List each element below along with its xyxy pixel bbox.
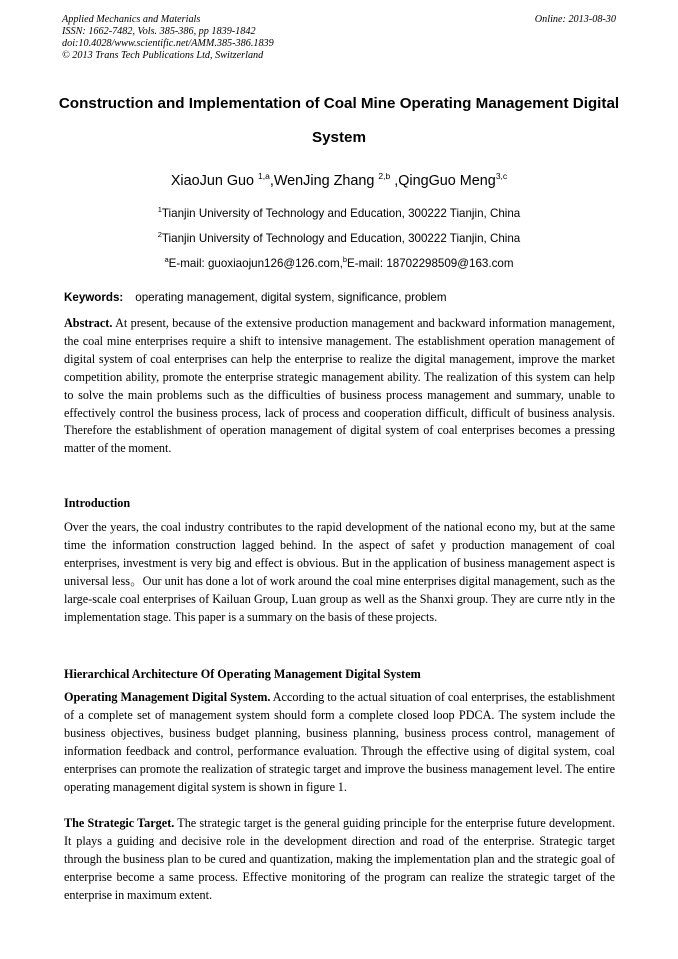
paragraph-label: Operating Management Digital System. <box>64 690 271 704</box>
author-superscript: 2,b <box>378 171 391 181</box>
journal-info <box>62 14 616 62</box>
author-name: XiaoJun Guo <box>170 172 259 189</box>
author-name: ,WenJing Zhang <box>269 172 379 189</box>
author-superscript: 3,c <box>495 171 508 181</box>
journal-name: Applied Mechanics and Materials <box>62 14 201 25</box>
issn-line: ISSN: 1662-7482, Vols. 385-386, pp 1839-1842 <box>62 26 256 37</box>
strategic-target-paragraph <box>64 815 615 905</box>
email-b: E-mail: 18702298509@163.com <box>347 256 514 270</box>
operating-system-paragraph <box>64 689 615 796</box>
keywords-line <box>64 290 616 306</box>
email-superscript: a <box>164 255 169 264</box>
affiliation-superscript: 2 <box>157 230 162 239</box>
paragraph-text: According to the actual situation of coal enterprises, the establishment of a complete set of management system should form a complete closed loop PDCA. The system include the business objectives, business budget planning, business planning, business process control, management of information feedback and control, performance evaluation. Through the effective using of digital system, coal enterprises can promote the realization of strategic target and improve the business management level. The entire operating management digital system is shown in figure 1. <box>64 690 615 794</box>
abstract-label: Abstract. <box>64 316 113 330</box>
email-a: E-mail: guoxiaojun126@126.com, <box>168 256 343 270</box>
affiliation-text: Tianjin University of Technology and Education, 300222 Tianjin, China <box>161 231 521 245</box>
keywords-label: Keywords: <box>64 291 124 304</box>
section-heading: Hierarchical Architecture Of Operating Management Digital System <box>64 667 421 681</box>
online-date: Online: 2013-08-30 <box>534 14 616 25</box>
author-superscript: 1,a <box>258 171 270 181</box>
affiliation-text: Tianjin University of Technology and Education, 300222 Tianjin, China <box>161 206 521 220</box>
introduction-heading: Introduction <box>64 496 131 510</box>
abstract-text: At present, because of the extensive production management and backward information management, the coal mine enterprises require a shift to intensive management. The establishment operation management of digital system of coal enterprises can help the enterprise to realize the digital management, improve the market competition ability, promote the enterprise strategic management ability. The realization of this system can help to solve the main problems such as the difficulties of business process management and summary, unable to effectively control the business process, lack of process and cooperation difficult, difficult of business analysis. Therefore the establishment of operation management of digital system of coal enterprises becomes a pressing matter of the moment. <box>64 316 615 456</box>
paragraph-text: The strategic target is the general guiding principle for the enterprise future development. It plays a guiding and decisive role in the development direction and road of the enterprise. Strategic target through the business plan to be cured and quantization, making the implementation plan and the strategic goal of enterprise become a same process. Effective monitoring of the program can realize the strategic target of the enterprise in maximum extent. <box>64 816 615 902</box>
author-name: ,QingGuo Meng <box>390 172 496 189</box>
author-line <box>40 166 638 191</box>
journal-header <box>62 14 616 62</box>
paper-title: Construction and Implementation of Coal Mine Operating Management Digital System <box>58 95 620 146</box>
paragraph-label: The Strategic Target. <box>64 816 175 830</box>
abstract-paragraph <box>64 315 615 458</box>
doi-line: doi:10.4028/www.scientific.net/AMM.385-386.1839 <box>62 38 274 49</box>
affiliation-1 <box>40 202 638 222</box>
introduction-paragraph: Over the years, the coal industry contributes to the rapid development of the national econo my, but at the same time the information construction lagged behind. In the aspect of safet y production management of coal enterprises, investment is very big and effect is obvious. But in the application of business management aspect is universal less。Our unit has done a lot of work around the coal mine enterprises digital management, such as the large-scale coal enterprises of Kailuan Group, Luan group as well as the Shanxi group. They are curre ntly in the implementation stage. This paper is a summary on the basis of these projects. <box>64 520 615 624</box>
affiliation-superscript: 1 <box>157 205 162 214</box>
email-superscript: b <box>342 255 348 264</box>
affiliation-2 <box>40 227 638 247</box>
email-line <box>40 252 638 272</box>
keywords-text: operating management, digital system, significance, problem <box>135 291 447 304</box>
copyright-line: © 2013 Trans Tech Publications Ltd, Switzerland <box>62 50 264 61</box>
